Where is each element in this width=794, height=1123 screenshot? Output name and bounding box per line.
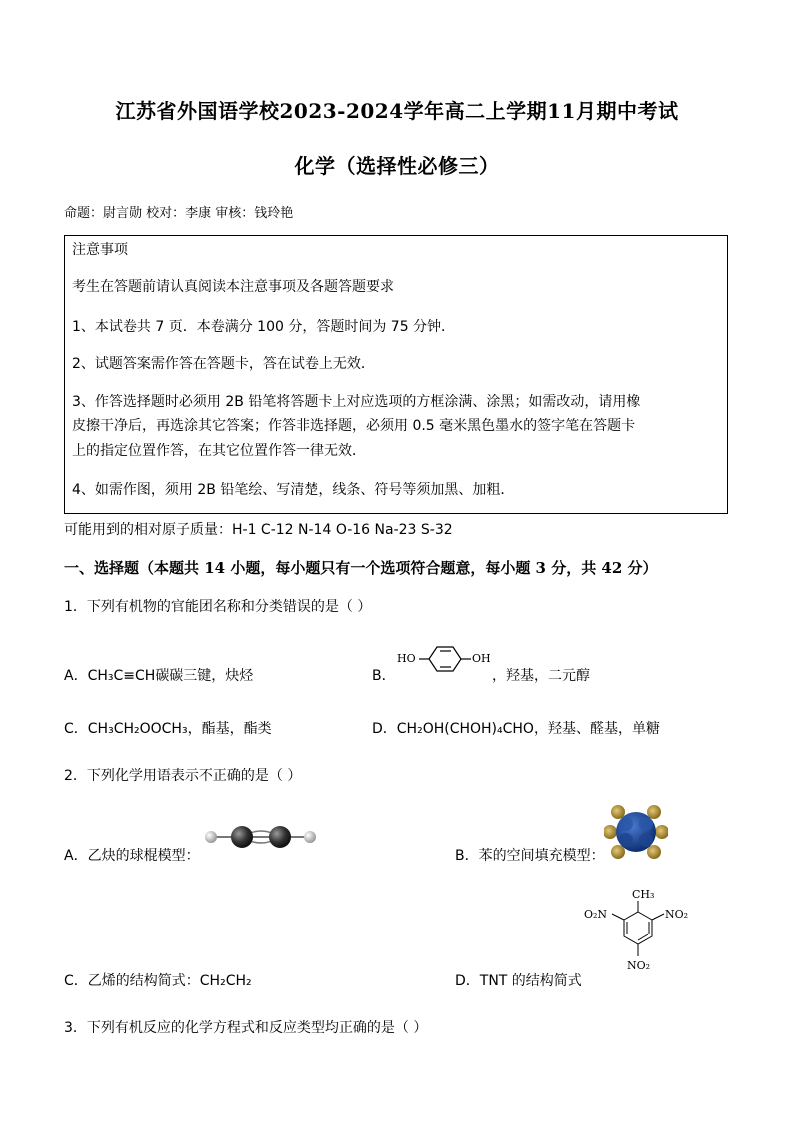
notice-line: 皮擦干净后，再选涂其它答案；作答非选择题，必须用 0.5 毫米黑色墨水的签字笔在答题卡: [72, 418, 636, 434]
q2-option-d: D．TNT 的结构简式: [455, 973, 582, 989]
q1-option-a: [64, 665, 253, 685]
notice-line: 考生在答题前请认真阅读本注意事项及各题答题要求: [72, 279, 394, 295]
exam-subtitle: 化学（选择性必修三）: [294, 154, 500, 178]
option-text: 碳碳三键，炔烃: [155, 668, 254, 684]
atomic-masses: 可能用到的相对原子质量：H-1 C-12 N-14 O-16 Na-23 S-32: [64, 522, 453, 538]
option-text: C．乙烯的结构简式：: [64, 973, 200, 989]
section-heading: 一、选择题（本题共 14 小题，每小题只有一个选项符合题意，每小题 3 分，共 42 分）: [64, 559, 658, 577]
q2-option-c: [64, 970, 252, 990]
formula: CH₃C≡CH: [87, 668, 156, 684]
no2-right-label: NO₂: [665, 908, 689, 921]
no2-bottom-label: NO₂: [627, 959, 651, 972]
oh-label: OH: [472, 652, 491, 665]
notice-line: 3、作答选择题时必须用 2B 铅笔将答题卡上对应选项的方框涂满、涂黑；如需改动，请用橡: [72, 394, 641, 410]
tnt-structure: [582, 884, 694, 982]
option-text: ，酯基，酯类: [187, 721, 272, 737]
q1-option-b-text: ，羟基，二元醇: [492, 668, 590, 684]
formula: CH₂CH₂: [199, 973, 252, 989]
option-label: C．: [64, 721, 88, 737]
notice-line: 2、试题答案需作答在答题卡，答在试卷上无效．: [72, 356, 375, 372]
authors-line: 命题：尉言勋 校对：李康 审核：钱玲艳: [64, 206, 294, 221]
notice-line: 4、如需作图，须用 2B 铅笔绘、写清楚，线条、符号等须加黑、加粗．: [72, 482, 515, 498]
q2-option-b: B．苯的空间填充模型：: [455, 848, 605, 864]
q1-option-d: [372, 718, 660, 738]
exam-title: 江苏省外国语学校2023-2024学年高二上学期11月期中考试: [115, 99, 679, 123]
ho-label: HO: [397, 652, 416, 665]
q1-option-b-label: B．: [372, 668, 396, 684]
no2-left-label: O₂N: [584, 908, 608, 921]
benzene-space-filling-model: [604, 800, 668, 864]
hydroquinone-structure: [395, 642, 495, 682]
formula: CH₃CH₂OOCH₃: [87, 721, 188, 737]
question-3-stem: 3．下列有机反应的化学方程式和反应类型均正确的是（ ）: [64, 1020, 428, 1036]
option-label: D．: [372, 721, 397, 737]
notice-box: [64, 235, 728, 514]
question-1-stem: 1．下列有机物的官能团名称和分类错误的是（ ）: [64, 599, 372, 615]
question-2-stem: 2．下列化学用语表示不正确的是（ ）: [64, 768, 302, 784]
acetylene-ball-stick-model: [200, 822, 322, 852]
option-label: A．: [64, 668, 88, 684]
notice-heading: 注意事项: [72, 242, 128, 258]
notice-line: 1、本试卷共 7 页．本卷满分 100 分，答题时间为 75 分钟．: [72, 319, 456, 335]
notice-line: 上的指定位置作答，在其它位置作答一律无效．: [72, 443, 366, 459]
option-text: ，羟基、醛基，单糖: [533, 721, 660, 737]
q1-option-c: [64, 718, 272, 738]
formula: CH₂OH(CHOH)₄CHO: [396, 721, 534, 737]
ch3-label: CH₃: [632, 888, 655, 901]
q2-option-a: A．乙炔的球棍模型：: [64, 848, 200, 864]
